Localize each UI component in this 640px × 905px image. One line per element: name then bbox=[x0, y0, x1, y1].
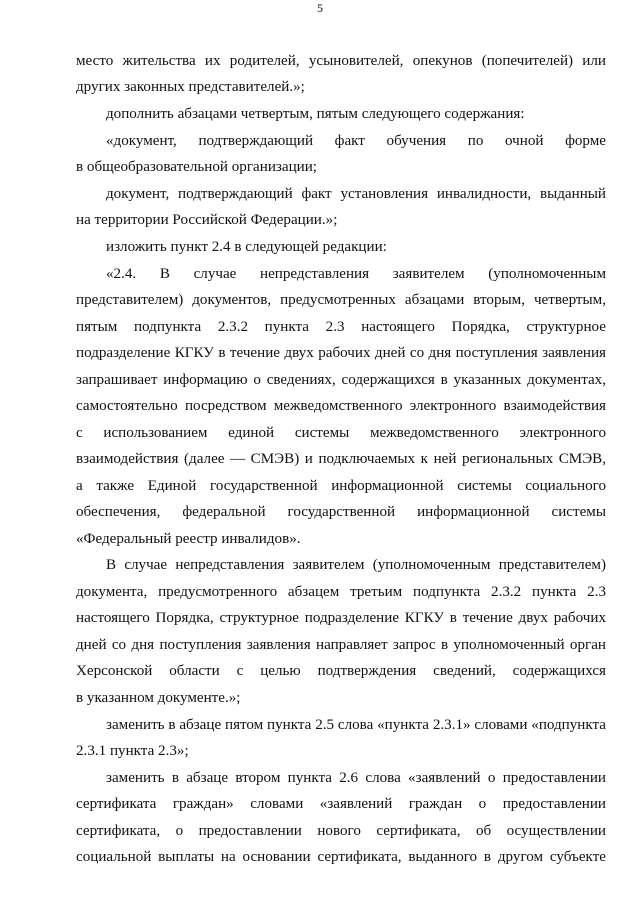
text-line: а также Единой государственной информационной системы социального bbox=[76, 478, 606, 494]
text-line: настоящего Порядка, структурное подразделение КГКУ в течение двух рабочих bbox=[76, 610, 606, 626]
text-line: «2.4. В случае непредставления заявителем (уполномоченным bbox=[106, 266, 606, 282]
text-line: представителем) документов, предусмотренных абзацами вторым, четвертым, bbox=[76, 292, 606, 308]
text-line: заменить в абзаце пятом пункта 2.5 слова «пункта 2.3.1» словами «подпункта bbox=[106, 717, 606, 733]
text-line: «документ, подтверждающий факт обучения по очной форме bbox=[106, 133, 606, 149]
page-number: 5 bbox=[317, 1, 323, 15]
text-line: самостоятельно посредством межведомственного электронного взаимодействия bbox=[76, 398, 606, 414]
text-line: на территории Российской Федерации.»; bbox=[76, 212, 338, 228]
text-line: с использованием единой системы межведомственного электронного bbox=[76, 425, 606, 441]
text-line: других законных представителей.»; bbox=[76, 79, 305, 95]
text-line: пятым подпункта 2.3.2 пункта 2.3 настоящего Порядка, структурное bbox=[76, 319, 606, 335]
text-line: место жительства их родителей, усыновителей, опекунов (попечителей) или bbox=[76, 53, 606, 69]
text-line: Херсонской области с целью подтверждения сведений, содержащихся bbox=[76, 663, 606, 679]
text-line: дополнить абзацами четвертым, пятым следующего содержания: bbox=[106, 106, 525, 122]
text-line: сертификата граждан» словами «заявлений граждан о предоставлении bbox=[76, 796, 606, 812]
text-line: социальной выплаты на основании сертификата, выданного в другом субъекте bbox=[76, 849, 606, 865]
text-line: сертификата, о предоставлении нового сертификата, об осуществлении bbox=[76, 823, 606, 839]
text-line: взаимодействия (далее — СМЭВ) и подключаемых к ней региональных СМЭВ, bbox=[76, 451, 606, 467]
text-line: дней со дня поступления заявления направляет запрос в уполномоченный орган bbox=[76, 637, 606, 653]
text-line: в указанном документе.»; bbox=[76, 690, 241, 706]
text-line: запрашивает информацию о сведениях, содержащихся в указанных документах, bbox=[76, 372, 606, 388]
text-line: в общеобразовательной организации; bbox=[76, 159, 317, 175]
text-line: заменить в абзаце втором пункта 2.6 слова «заявлений о предоставлении bbox=[106, 770, 606, 786]
text-line: подразделение КГКУ в течение двух рабочих дней со дня поступления заявления bbox=[76, 345, 606, 361]
text-line: изложить пункт 2.4 в следующей редакции: bbox=[106, 239, 387, 255]
text-line: В случае непредставления заявителем (уполномоченным представителем) bbox=[106, 557, 606, 573]
text-line: 2.3.1 пункта 2.3»; bbox=[76, 743, 189, 759]
text-line: документа, предусмотренного абзацем третьим подпункта 2.3.2 пункта 2.3 bbox=[76, 584, 606, 600]
text-line: обеспечения, федеральной государственной информационной системы bbox=[76, 504, 606, 520]
text-line: «Федеральный реестр инвалидов». bbox=[76, 531, 301, 547]
text-line: документ, подтверждающий факт установления инвалидности, выданный bbox=[106, 186, 606, 202]
